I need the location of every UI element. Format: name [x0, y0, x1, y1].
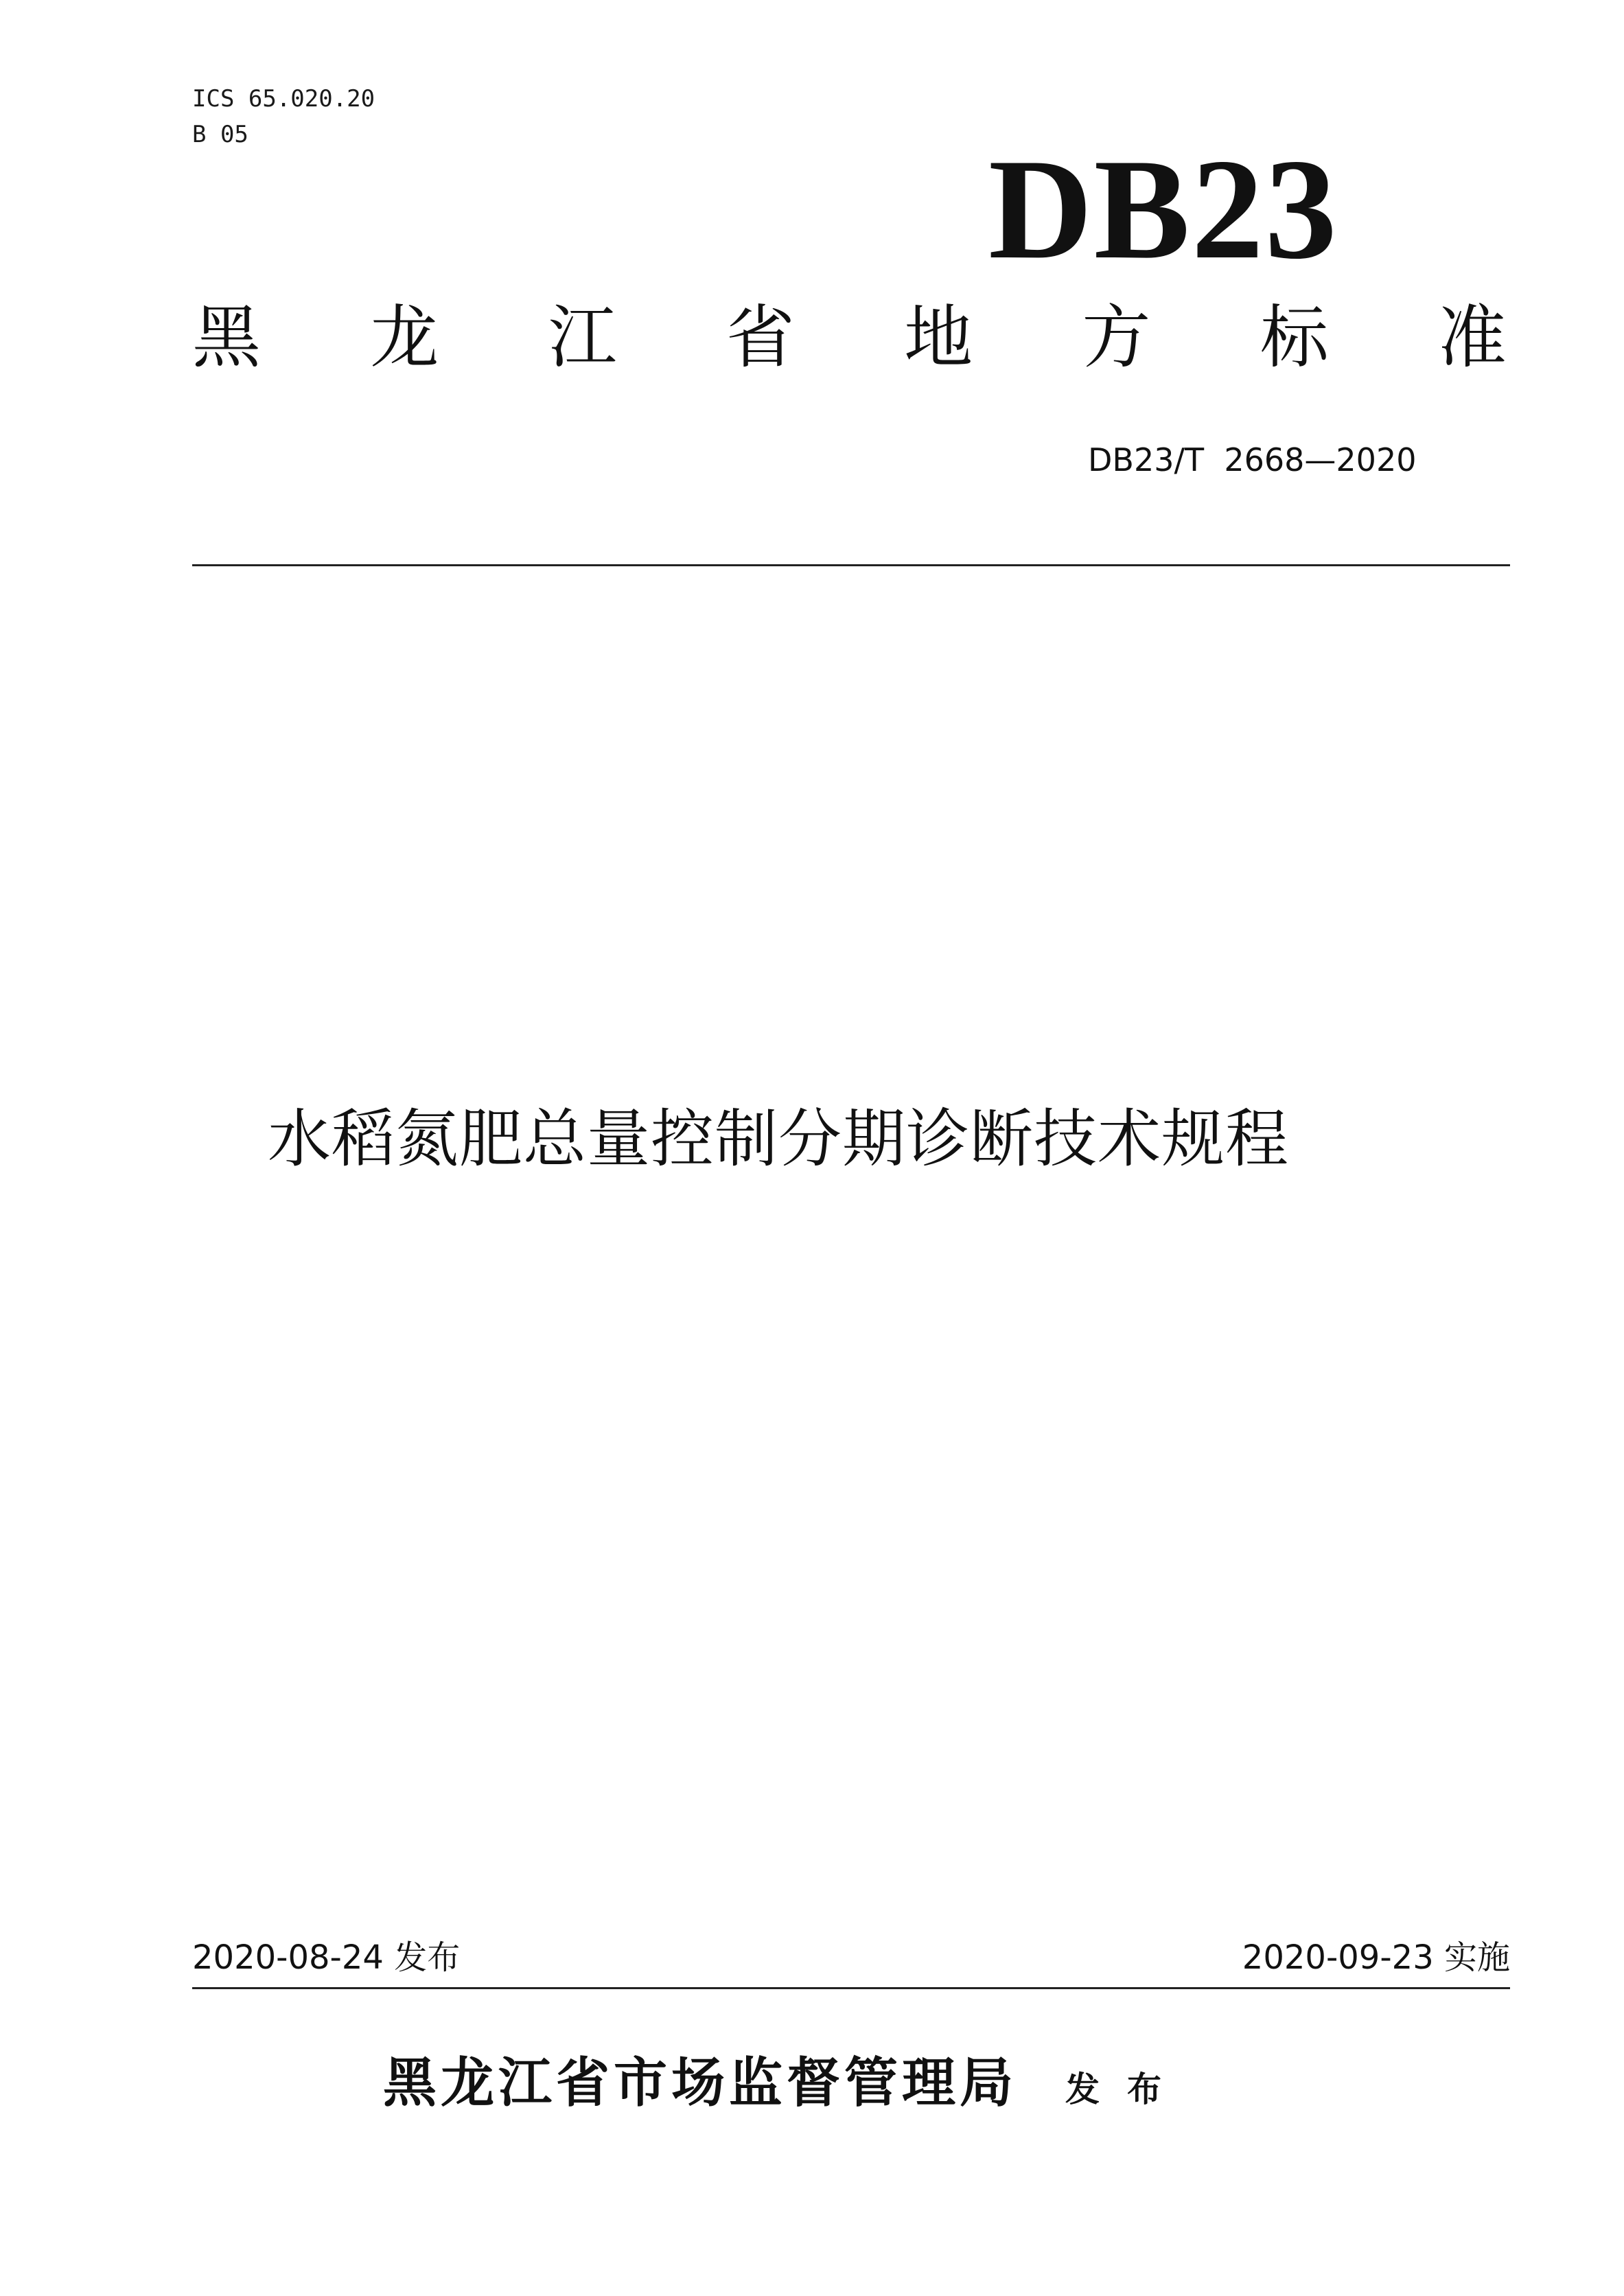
standard-type-char: 黑: [192, 297, 261, 378]
issuer-name: 黑龙江省市场监督管理局: [383, 2052, 1018, 2114]
issuer-suffix: 发布: [1065, 2069, 1190, 2109]
implement-date: 2020-09-23 实施: [1242, 1938, 1510, 1977]
standard-type-char: 标: [1260, 297, 1329, 378]
standard-type-char: 江: [548, 297, 617, 378]
standard-code-logo: DB23: [988, 130, 1338, 289]
bottom-divider: [192, 1987, 1510, 1989]
document-title: 水稻氮肥总量控制分期诊断技术规程: [268, 1102, 1290, 1176]
standard-type-char: 地: [904, 297, 973, 378]
standard-type-char: 准: [1437, 297, 1507, 378]
top-divider: [192, 564, 1510, 566]
standard-type-char: 龙: [370, 297, 439, 378]
issuer-line: [383, 2049, 1189, 2124]
classification-codes: [192, 81, 375, 152]
ics-code: ICS 65.020.20: [192, 85, 375, 113]
standard-type-heading: [192, 297, 1507, 379]
standard-type-char: 方: [1082, 297, 1151, 378]
standard-number: DB23/T 2668—2020: [1088, 441, 1417, 478]
ccs-code: B 05: [192, 121, 248, 148]
standard-type-char: 省: [726, 297, 795, 378]
publish-date: 2020-08-24 发布: [192, 1938, 461, 1977]
